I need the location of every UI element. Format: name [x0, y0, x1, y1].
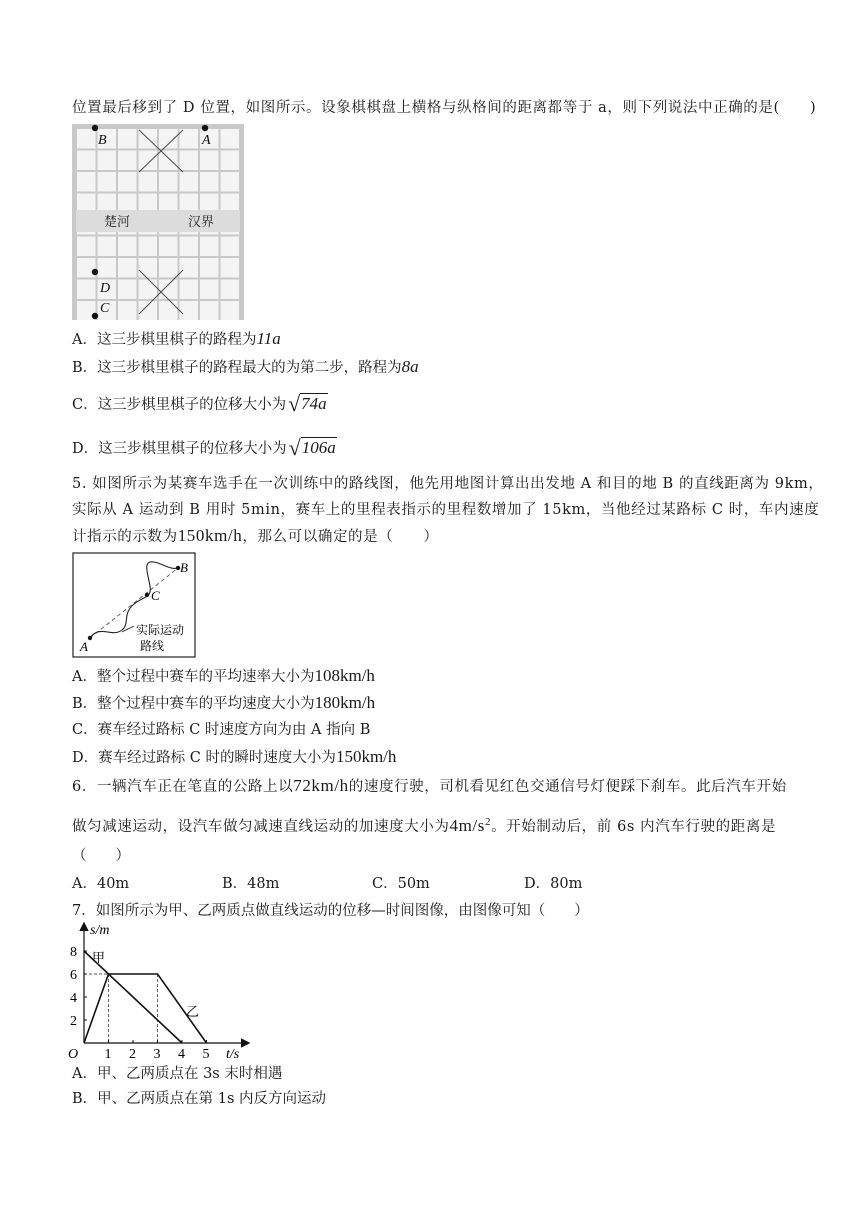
board-cell	[180, 237, 199, 257]
board-cell	[139, 301, 158, 320]
river-right-label: 汉界	[188, 215, 215, 230]
board-cell	[77, 172, 96, 192]
piece-position-b	[92, 125, 98, 131]
board-cell	[159, 258, 178, 278]
board-cell	[118, 237, 137, 257]
sqrt-sign: √	[288, 435, 301, 460]
q4-option-b: B．这三步棋里棋子的路程最大的为第二步，路程为8a	[72, 357, 419, 376]
point-a	[88, 636, 92, 640]
board-cell	[98, 172, 117, 192]
board-cell	[118, 129, 137, 149]
route-caption-2: 路线	[140, 639, 165, 653]
river-band	[76, 210, 240, 232]
board-cell	[180, 258, 199, 278]
board-cell	[98, 258, 117, 278]
piece-position-d	[92, 269, 98, 275]
board-cell	[77, 237, 96, 257]
q5-line-2: 实际从 A 运动到 B 用时 5min，赛车上的里程表指示的里程数增加了 15km，当他经过某路标 C 时，车内速度	[72, 502, 820, 518]
route-caption-1: 实际运动	[136, 623, 185, 637]
x-tick-label: 2	[129, 1047, 136, 1062]
board-cell	[118, 258, 137, 278]
board-cell	[159, 237, 178, 257]
board-cell	[139, 151, 158, 171]
x-tick-label: 1	[104, 1047, 112, 1062]
board-cell	[159, 280, 178, 300]
board-cell	[159, 301, 178, 320]
board-cell	[180, 301, 199, 320]
board-cell	[200, 172, 219, 192]
board-cell	[221, 280, 240, 300]
piece-position-a	[202, 125, 208, 131]
q7-option-b: B．甲、乙两质点在第 1s 内反方向运动	[72, 1091, 327, 1107]
q7-option-a: A．甲、乙两质点在 3s 末时相遇	[72, 1066, 283, 1082]
board-cell	[180, 129, 199, 149]
q4-stem: 位置最后移到了 D 位置，如图所示。设象棋棋盘上横格与纵格间的距离都等于 a，则下列说法中正确的是( )	[72, 100, 817, 116]
board-cell	[200, 237, 219, 257]
q6-option-d: D．80m	[524, 876, 583, 892]
series-label-jia: 甲	[92, 951, 106, 966]
race-route-figure	[72, 552, 196, 658]
position-time-graph	[64, 920, 254, 1062]
board-label-b: B	[98, 133, 107, 148]
x-tick-label: 4	[178, 1047, 185, 1062]
q6-line-1: 6．一辆汽车正在笔直的公路上以72km/h的速度行驶，司机看见红色交通信号灯便踩下刹车。此后汽车开始	[72, 776, 787, 795]
x-tick-label: 5	[202, 1047, 210, 1062]
q6-option-a: A．40m	[72, 876, 130, 892]
board-cell	[77, 151, 96, 171]
q5-option-c: C．赛车经过路标 C 时速度方向为由 A 指向 B	[72, 722, 371, 738]
board-cell	[98, 151, 117, 171]
board-cell	[200, 258, 219, 278]
q5-option-b: B．整个过程中赛车的平均速度大小为180km/h	[72, 693, 376, 712]
board-cell	[200, 301, 219, 320]
board-cell	[221, 151, 240, 171]
y-axis-label: s/m	[90, 923, 110, 938]
y-tick-label: 6	[70, 968, 77, 983]
board-cell	[159, 151, 178, 171]
board-cell	[221, 129, 240, 149]
board-cell	[159, 129, 178, 149]
q5-line-3: 计指示的示数为150km/h，那么可以确定的是（ ）	[72, 526, 439, 545]
board-cell	[221, 301, 240, 320]
y-tick-label: 4	[70, 991, 77, 1006]
q7-stem: 7．如图所示为甲、乙两质点做直线运动的位移—时间图像，由图像可知（ ）	[72, 903, 589, 919]
board-cell	[118, 172, 137, 192]
point-c	[145, 593, 149, 597]
q6-line-3: （ ）	[72, 848, 130, 864]
board-cell	[77, 280, 96, 300]
board-cell	[118, 301, 137, 320]
board-cell	[221, 237, 240, 257]
board-label-a: A	[202, 133, 211, 148]
q5-option-d: D．赛车经过路标 C 时的瞬时速度大小为150km/h	[72, 747, 397, 766]
q6-option-c: C．50m	[372, 876, 430, 892]
board-cell	[200, 280, 219, 300]
board-cell	[139, 172, 158, 192]
piece-position-c	[92, 313, 98, 319]
board-cell	[221, 172, 240, 192]
board-cell	[77, 258, 96, 278]
board-cell	[180, 172, 199, 192]
series-label-yi: 乙	[186, 1005, 200, 1020]
q4-option-c: C．这三步棋里棋子的位移大小为√74a	[72, 391, 327, 416]
q6-option-b: B．48m	[222, 876, 280, 892]
board-label-c: C	[100, 301, 110, 316]
y-tick-label: 8	[70, 945, 77, 960]
q5-line-1: 5. 如图所示为某赛车选手在一次训练中的路线图，他先用地图计算出出发地 A 和目的地 B 的直线距离为 9km，	[72, 476, 824, 492]
board-cell	[139, 280, 158, 300]
board-cell	[98, 237, 117, 257]
board-cell	[77, 129, 96, 149]
board-cell	[159, 172, 178, 192]
chess-board-figure	[72, 124, 244, 320]
route-label-c: C	[151, 588, 160, 603]
board-cell	[118, 151, 137, 171]
x-axis-label: t/s	[226, 1047, 240, 1062]
river-left-label: 楚河	[104, 215, 131, 230]
q5-option-a: A．整个过程中赛车的平均速率大小为108km/h	[72, 666, 375, 685]
y-tick-label: 2	[70, 1014, 77, 1029]
board-cell	[221, 258, 240, 278]
route-label-b: B	[180, 560, 188, 575]
board-cell	[200, 151, 219, 171]
q4-option-d: D．这三步棋里棋子的位移大小为√106a	[72, 435, 336, 460]
board-cell	[118, 280, 137, 300]
board-cell	[139, 258, 158, 278]
sqrt-sign: √	[288, 391, 301, 416]
board-label-d: D	[100, 281, 111, 296]
q4-option-a: A．这三步棋里棋子的路程为11a	[72, 329, 281, 348]
q6-line-2: 做匀减速运动，设汽车做匀减速直线运动的加速度大小为$4m/s^2$。开始制动后，前 6s 内汽车行驶的距离是	[72, 815, 777, 835]
board-cell	[180, 151, 199, 171]
origin-label: O	[68, 1047, 79, 1062]
x-tick-label: 3	[153, 1047, 161, 1062]
route-label-a: A	[80, 639, 88, 654]
board-cell	[139, 237, 158, 257]
board-cell	[180, 280, 199, 300]
